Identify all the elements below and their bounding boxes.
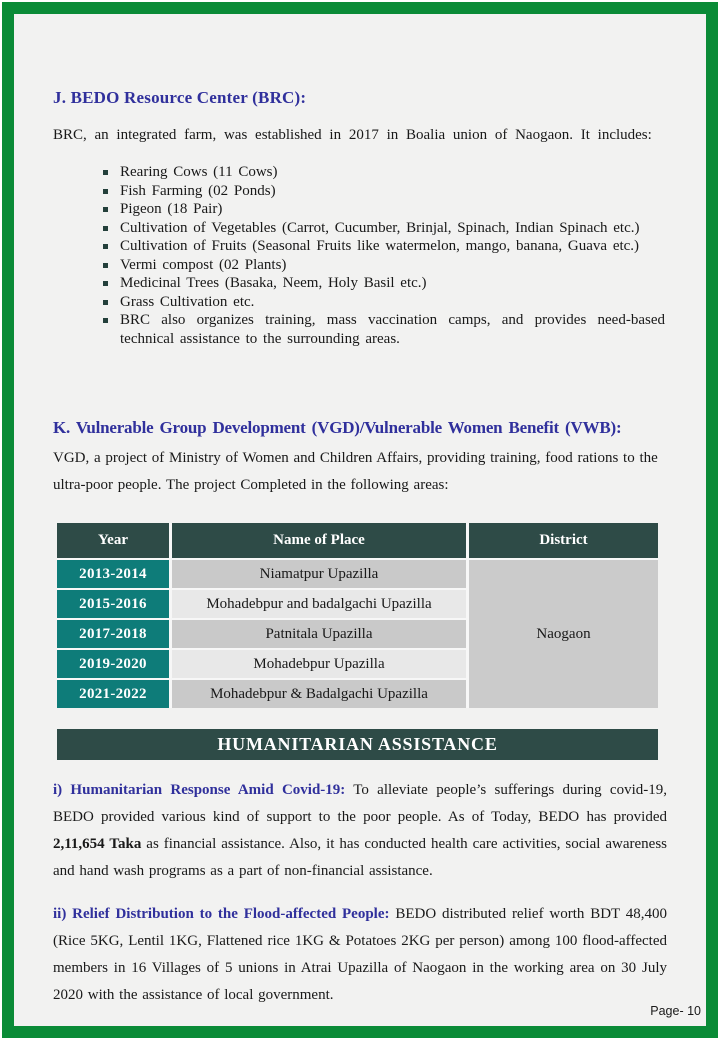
section-k-heading: K. Vulnerable Group Development (VGD)/Vulnerable Women Benefit (VWB):	[53, 418, 622, 437]
list-item: Fish Farming (02 Ponds)	[103, 182, 667, 201]
covid-response-text1: To alleviate people’s sufferings during covid-19, BEDO provided various kind of support to the poor people. As of Today, BEDO has provided	[53, 782, 667, 825]
list-item: Medicinal Trees (Basaka, Neem, Holy Basil etc.)	[103, 274, 667, 293]
table-cell-year: 2013-2014	[57, 560, 169, 588]
relief-distribution-lead: ii) Relief Distribution to the Flood-affected People:	[53, 906, 390, 922]
covid-response-text2: as financial assistance. Also, it has conducted health care activities, social awareness and hand wash programs as a part of non-financial assistance.	[53, 836, 668, 879]
table-cell-district: Naogaon	[469, 560, 658, 708]
brc-bullet-list	[103, 163, 667, 348]
covid-response-paragraph	[53, 777, 667, 885]
list-item: BRC also organizes training, mass vaccination camps, and provides need-based technical assistance to the surrounding areas.	[103, 311, 667, 348]
table-header-district: District	[469, 523, 658, 558]
relief-distribution-paragraph	[53, 901, 667, 1009]
humanitarian-assistance-banner	[57, 729, 658, 760]
table-cell-place: Mohadebpur and badalgachi Upazilla	[172, 590, 466, 618]
vgd-table	[57, 523, 658, 708]
covid-response-amount: 2,11,654 Taka	[53, 836, 142, 852]
list-item: Cultivation of Vegetables (Carrot, Cucumber, Brinjal, Spinach, Indian Spinach etc.)	[103, 219, 667, 238]
list-item: Vermi compost (02 Plants)	[103, 256, 667, 275]
page-border-frame	[2, 2, 718, 1038]
section-j-heading: J. BEDO Resource Center (BRC):	[53, 88, 307, 107]
table-header-year: Year	[57, 523, 169, 558]
list-item: Pigeon (18 Pair)	[103, 200, 667, 219]
table-cell-place: Niamatpur Upazilla	[172, 560, 466, 588]
table-cell-place: Mohadebpur & Badalgachi Upazilla	[172, 680, 466, 708]
page-number: Page- 10	[650, 1004, 701, 1018]
section-k-intro: VGD, a project of Ministry of Women and Children Affairs, providing training, food rations to the ultra-poor people. The project Completed in the following areas:	[53, 450, 658, 493]
covid-response-lead: i) Humanitarian Response Amid Covid-19:	[53, 782, 346, 798]
table-cell-year: 2015-2016	[57, 590, 169, 618]
section-j-intro: BRC, an integrated farm, was established in 2017 in Boalia union of Naogaon. It includes:	[53, 127, 652, 143]
list-item: Grass Cultivation etc.	[103, 293, 667, 312]
page-content	[14, 87, 706, 1009]
table-cell-place: Patnitala Upazilla	[172, 620, 466, 648]
table-cell-year: 2017-2018	[57, 620, 169, 648]
document-page	[14, 14, 706, 1026]
table-header-place: Name of Place	[172, 523, 466, 558]
relief-distribution-text: BEDO distributed relief worth BDT 48,400 (Rice 5KG, Lentil 1KG, Flattened rice 1KG & Potatoes 2KG per person) among 100 flood-affected members in 16 Villages of 5 unions in Atrai Upazilla of Naogaon in the working area on 30 July 2020 with the assistance of local government.	[53, 906, 667, 1003]
list-item: Cultivation of Fruits (Seasonal Fruits like watermelon, mango, banana, Guava etc.)	[103, 237, 667, 256]
list-item: Rearing Cows (11 Cows)	[103, 163, 667, 182]
table-cell-year: 2019-2020	[57, 650, 169, 678]
banner-title: HUMANITARIAN ASSISTANCE	[217, 734, 498, 754]
table-cell-place: Mohadebpur Upazilla	[172, 650, 466, 678]
table-cell-year: 2021-2022	[57, 680, 169, 708]
